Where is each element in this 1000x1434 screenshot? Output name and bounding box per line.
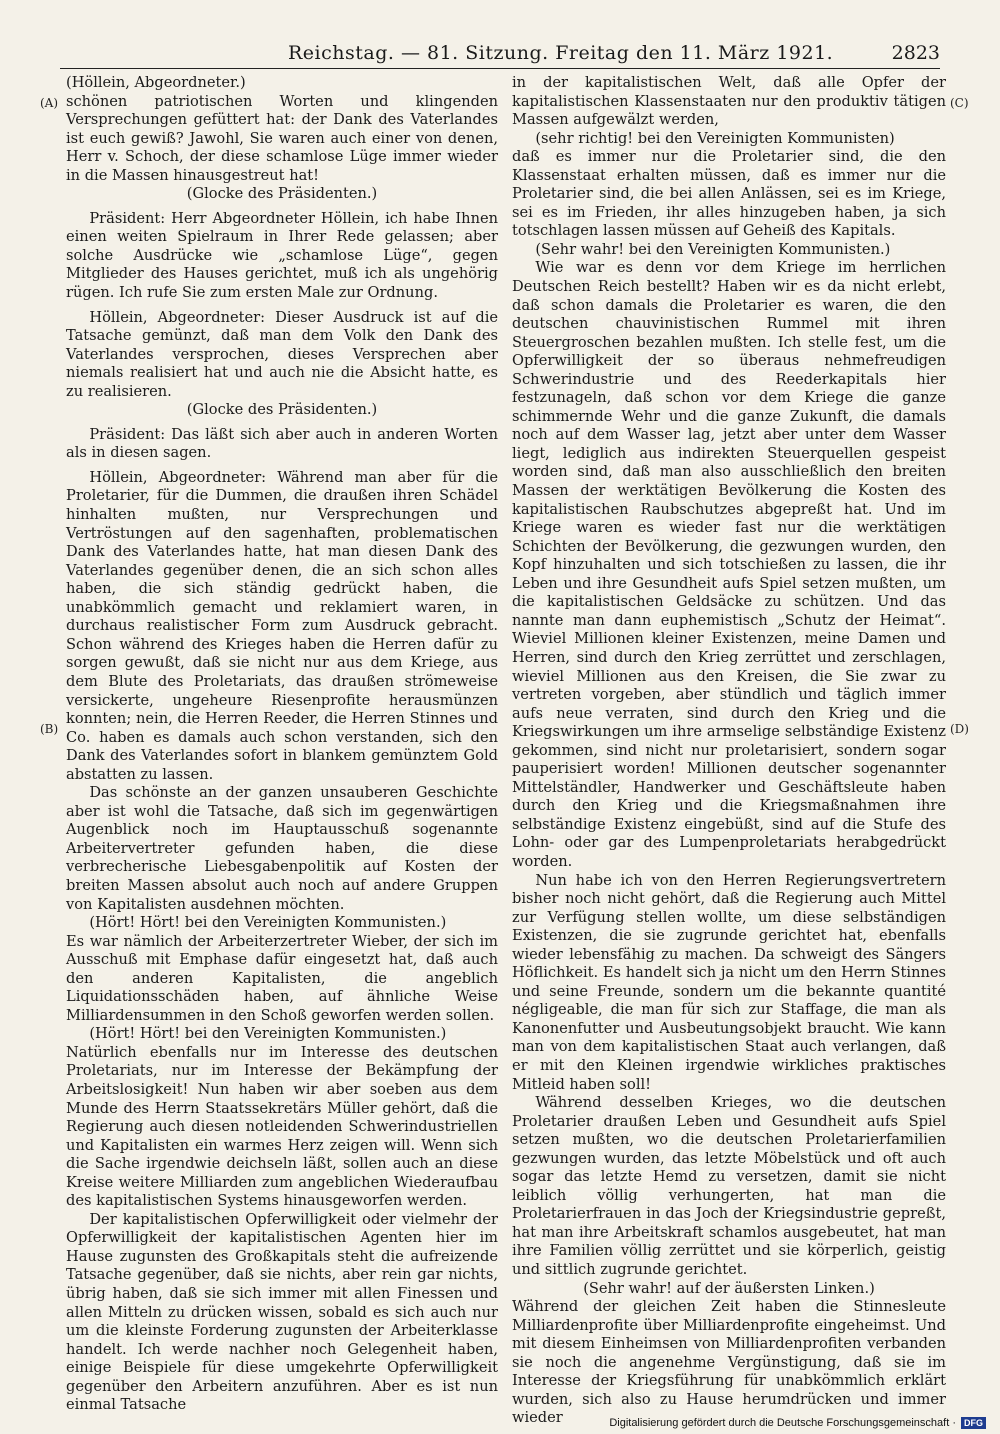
dfg-logo: DFG (961, 1417, 986, 1429)
paragraph: in der kapitalistischen Welt, daß alle Opfer der kapitalistischen Klassenstaaten nur den produktiv tätigen Massen aufgewälzt werden, (512, 74, 946, 129)
margin-marker-d: (D) (950, 722, 969, 736)
paragraph: Der kapitalistischen Opferwilligkeit oder vielmehr der Opferwilligkeit der kapitalistischen Agenten hier im Hause zugunsten des Großkapitals steht die aufreizende Tatsache gegenüber, daß sie nichts, aber rein gar nichts, übrig haben, daß sie sich immer mit allen Finessen und allen Mitteln zu drücken wissen, sobald es sich auch nur um die kleinste Forderung zugunsten der Arbeiterklasse handelt. Ich werde nachher noch Gelegenheit haben, einige Beispiele für diese umgekehrte Opferwilligkeit gegenüber den Arbeitern anzuführen. Aber es ist nun einmal Tatsache (66, 1210, 498, 1414)
paragraph: Das schönste an der ganzen unsauberen Geschichte aber ist wohl die Tatsache, daß sich im gegenwärtigen Augenblick noch im Hauptausschuß sogenannte Arbeitervertreter gefunden haben, die diese verbrecherische Liebesgabenpolitik auf Kosten der breiten Massen absolut auch noch auf andere Gruppen von Kapitalisten ausdehnen möchten. (66, 784, 498, 913)
header-title: Reichstag. — 81. Sitzung. Freitag den 11. März 1921. (288, 42, 834, 64)
margin-marker-a: (A) (40, 96, 59, 110)
footer-credit: Digitalisierung gefördert durch die Deutsche Forschungsgemeinschaft · (609, 1417, 956, 1429)
paragraph: Höllein, Abgeordneter: Dieser Ausdruck ist auf die Tatsache gemünzt, daß man dem Volk den Dank des Vaterlandes versprochen, dieses Versprechen aber niemals realisiert hat und auch nie die Absicht hatte, es zu realisieren. (66, 308, 498, 400)
paragraph: Während der gleichen Zeit haben die Stinnesleute Milliardenprofite über Milliardenprofite eingeheimst. Und mit diesem Einheimsen von Milliardenprofiten verbanden sie noch die angenehme Vergünstigung, daß sie im Interesse der Kriegsführung für unabkömmlich erklärt wurden, sich also zu Hause herumdrücken und immer wieder (512, 1298, 946, 1427)
paragraph: Höllein, Abgeordneter: Während man aber für die Proletarier, für die Dummen, die draußen ihren Schädel hinhalten mußten, nur Versprechungen und Vertröstungen auf den sagenhaften, problematischen Dank des Vaterlandes hatte, hat man diesen Dank des Vaterlandes gegenüber denen, die an sich schon alles haben, die sich ständig gedrückt haben, die unabkömmlich gemacht und reklamiert waren, in durchaus realistischer Form zum Ausdruck gebracht. Schon während des Krieges haben die Herren dafür zu sorgen gewußt, daß sie nicht nur aus dem Kriege, aus dem Blute des Proletariats, das draußen strömeweise versickerte, ungeheure Riesenprofite herausmünzen konnten; nein, die Herren Reeder, die Herren Stinnes und Co. haben es damals auch schon verstanden, sich den Dank des Vaterlandes sofort in blankem gemünztem Gold abstatten zu lassen. (66, 468, 498, 783)
paragraph: Präsident: Das läßt sich aber auch in anderen Worten als in diesen sagen. (66, 425, 498, 462)
margin-marker-b: (B) (40, 722, 59, 736)
paragraph: (Höllein, Abgeordneter.) (66, 74, 246, 91)
paragraph: Wie war es denn vor dem Kriege im herrlichen Deutschen Reich bestellt? Haben wir es da nicht erlebt, daß schon damals die Proletarier es waren, die den deutschen chauvinistischen Rummel mit ihren Steuergroschen bezahlen mußten. Ich stelle fest, um die Opferwilligkeit der so überaus nehmefreudigen Schwerindustrie und des Reederkapitals hier festzunageln, daß schon vor dem Kriege die ganze schimmernde Wehr und die ganze Zukunft, die damals noch auf dem Wasser lag, jetzt aber unter dem Wasser liegt, lediglich aus indirekten Steuerquellen gespeist worden sind, daß man also ausschließlich den breiten Massen der werktätigen Bevölkerung die Kosten des kapitalistischen Raubschutzes abgepreßt hat. Und im Kriege waren es wieder fast nur die werktätigen Schichten der Bevölkerung, die gezwungen wurden, den Kopf hinzuhalten und sich totschießen zu lassen, die ihr Leben und ihre Gesundheit aufs Spiel setzen mußten, um die kapitalistischen Geldsäcke zu schützen. Und das nannte man dann euphemistisch „Schutz der Heimat“. Wieviel Millionen kleiner Existenzen, meine Damen und Herren, sind durch den Krieg zerrüttet und zerschlagen, wieviel Millionen aus den Kreisen, die Sie zwar zu vertreten vorgeben, aber stündlich und täglich immer aufs neue verraten, sind durch den Krieg und die Kriegswirkungen um ihre armselige selbständige Existenz gekommen, sind nicht nur proletarisiert, sondern sogar pauperisiert worden! Millionen deutscher sogenannter Mittelständler, Handwerker und Geschäftsleute haben durch den Krieg und die Kriegsmaßnahmen ihre selbständige Existenz eingebüßt, sind auf die Stufe des Lohn- oder gar des Lumpenproletariats herabgedrückt worden. (512, 259, 946, 870)
page-number: 2823 (891, 42, 940, 64)
margin-marker-c: (C) (950, 96, 969, 110)
page-header (60, 42, 940, 69)
paragraph: (Glocke des Präsidenten.) (186, 185, 378, 203)
left-column (66, 74, 498, 1415)
paragraph: Nun habe ich von den Herren Regierungsvertretern bisher noch nicht gehört, daß die Regierung auch Mittel zur Verfügung stellen wollte, um diese selbständigen Existenzen, die sie zugrunde gerichtet hat, ebenfalls wieder lebensfähig zu machen. Da schweigt des Sängers Höflichkeit. Es handelt sich ja nicht um den Herrn Stinnes und seine Freunde, sondern um die bekannte quantité négligeable, die man für sich zur Staffage, die man als Kanonenfutter und Ausbeutungsobjekt braucht. Wie kann man von dem kapitalistischen Staat auch verlangen, daß er mit den Kleinen irgendwie wirkliches praktisches Mitleid haben soll! (512, 871, 946, 1093)
paragraph: daß es immer nur die Proletarier sind, die den Klassenstaat erhalten müssen, daß es immer nur die Proletarier sind, die bei allen Anlässen, sei es im Kriege, sei es im Frieden, ihr alles hinzugeben haben, ja sich totschlagen lassen müssen auf Geheiß des Kapitals. (512, 148, 946, 240)
paragraph: (sehr richtig! bei den Vereinigten Kommunisten) (535, 129, 895, 147)
paragraph: (Hört! Hört! bei den Vereinigten Kommunisten.) (89, 1025, 447, 1043)
paragraph: Natürlich ebenfalls nur im Interesse des deutschen Proletariats, nur im Interesse der Bekämpfung der Arbeitslosigkeit! Nun haben wir aber soeben aus dem Munde des Herrn Staatssekretärs Müller gehört, daß die Regierung auch diesen notleidenden Schwerindustriellen und Kapitalisten ein warmes Herz zeigen will. Wenn sich die Sache irgendwie deichseln läßt, sollen auch an diese Kreise weitere Milliarden zum angeblichen Wiederaufbau des kapitalistischen Systems hinausgeworfen werden. (66, 1043, 498, 1210)
paragraph: Es war nämlich der Arbeiterzertreter Wieber, der sich im Ausschuß mit Emphase dafür eingesetzt hat, daß auch den anderen Kapitalisten, die angeblich Liquidationsschäden haben, auf ähnliche Weise Milliardensummen in den Schoß geworfen werden sollen. (66, 932, 498, 1024)
paragraph: schönen patriotischen Worten und klingenden Versprechungen gefüttert hat: der Dank des Vaterlandes ist euch gewiß? Jawohl, Sie waren auch einer von denen, Herr v. Schoch, der diese schamlose Lüge immer wieder in die Massen hinausgestreut hat! (66, 92, 498, 184)
paragraph: (Sehr wahr! bei den Vereinigten Kommunisten.) (535, 240, 891, 258)
paragraph: (Sehr wahr! auf der äußersten Linken.) (583, 1279, 875, 1297)
paragraph: Während desselben Krieges, wo die deutschen Proletarier draußen Leben und Gesundheit aufs Spiel setzen mußten, wo die deutschen Proletarierfamilien gezwungen wurden, das letzte Möbelstück und oft auch sogar das letzte Hemd zu versetzen, damit sie nicht leiblich völlig verhungerten, hat man die Proletarierfrauen in das Joch der Kriegsindustrie gepreßt, hat man ihre Arbeitskraft schamlos ausgebeutet, hat man ihre Familien völlig zerrüttet und sie körperlich, geistig und sittlich zugrunde gerichtet. (512, 1094, 946, 1278)
paragraph: (Hört! Hört! bei den Vereinigten Kommunisten.) (89, 914, 447, 932)
paragraph: (Glocke des Präsidenten.) (186, 401, 378, 419)
right-column (512, 74, 946, 1428)
paragraph: Präsident: Herr Abgeordneter Höllein, ich habe Ihnen einen weiten Spielraum in Ihrer Rede gelassen; aber solche Ausdrücke wie „schamlose Lüge“, gegen Mitglieder des Hauses gerichtet, muß ich als ungehörig rügen. Ich rufe Sie zum ersten Male zur Ordnung. (66, 209, 498, 302)
footer (609, 1417, 986, 1429)
